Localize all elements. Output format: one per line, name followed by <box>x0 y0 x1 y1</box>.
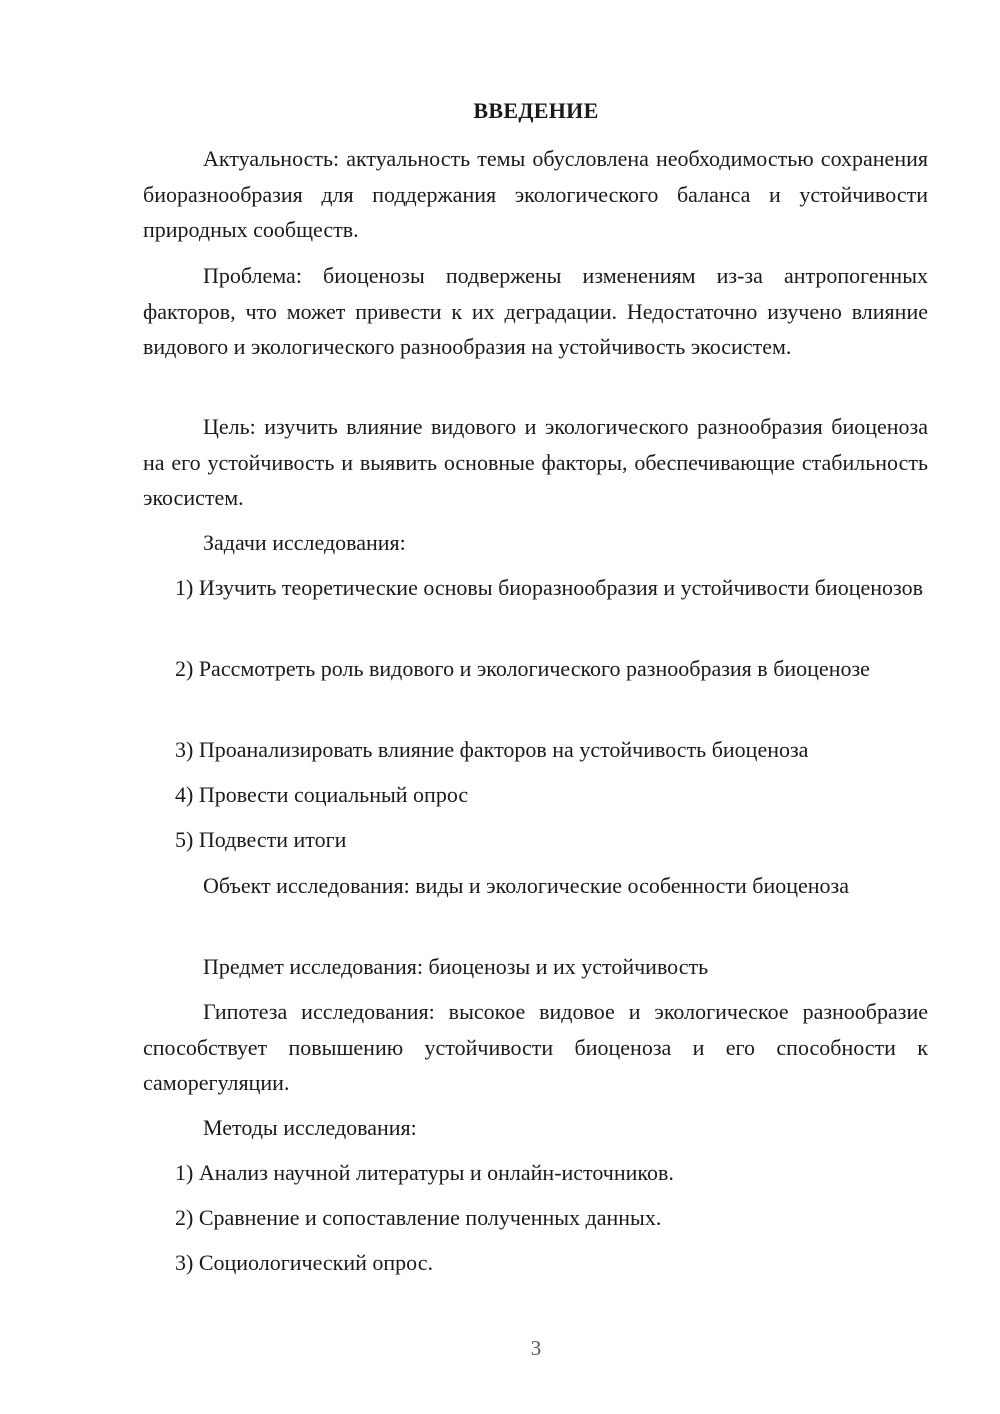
hypothesis-paragraph: Гипотеза исследования: высокое видовое и экологическое разнообразие способствует повышению устойчивости биоценоза и его способности к саморегуляции. <box>143 999 928 1095</box>
object-paragraph: Объект исследования: виды и экологические особенности биоценоза <box>203 873 850 898</box>
methods-title: Методы исследования: <box>203 1115 417 1140</box>
task-item-4: 4) Провести социальный опрос <box>175 782 469 807</box>
method-item-1: 1) Анализ научной литературы и онлайн-источников. <box>175 1160 674 1185</box>
method-item-3: 3) Социологический опрос. <box>175 1250 433 1275</box>
relevance-paragraph: Актуальность: актуальность темы обусловлена необходимостью сохранения биоразнообразия для поддержания экологического баланса и устойчивости природных сообществ. <box>143 146 928 242</box>
task-item-2: 2) Рассмотреть роль видового и экологического разнообразия в биоценозе <box>175 656 870 681</box>
page-number: 3 <box>530 1336 542 1360</box>
task-item-1: 1) Изучить теоретические основы биоразнообразия и устойчивости биоценозов <box>175 575 923 600</box>
tasks-title: Задачи исследования: <box>203 530 406 555</box>
goal-paragraph: Цель: изучить влияние видового и экологического разнообразия биоценоза на его устойчивость и выявить основные факторы, обеспечивающие стабильность экосистем. <box>143 414 928 510</box>
task-item-5: 5) Подвести итоги <box>175 827 347 852</box>
task-item-3: 3) Проанализировать влияние факторов на устойчивость биоценоза <box>175 737 809 762</box>
section-heading: ВВЕДЕНИЕ <box>473 98 599 123</box>
subject-paragraph: Предмет исследования: биоценозы и их устойчивость <box>203 954 709 979</box>
problem-paragraph: Проблема: биоценозы подвержены изменениям из-за антропогенных факторов, что может привести к их деградации. Недостаточно изучено влияние видового и экологического разнообразия на устойчивость экосистем. <box>143 263 928 359</box>
method-item-2: 2) Сравнение и сопоставление полученных данных. <box>175 1205 662 1230</box>
